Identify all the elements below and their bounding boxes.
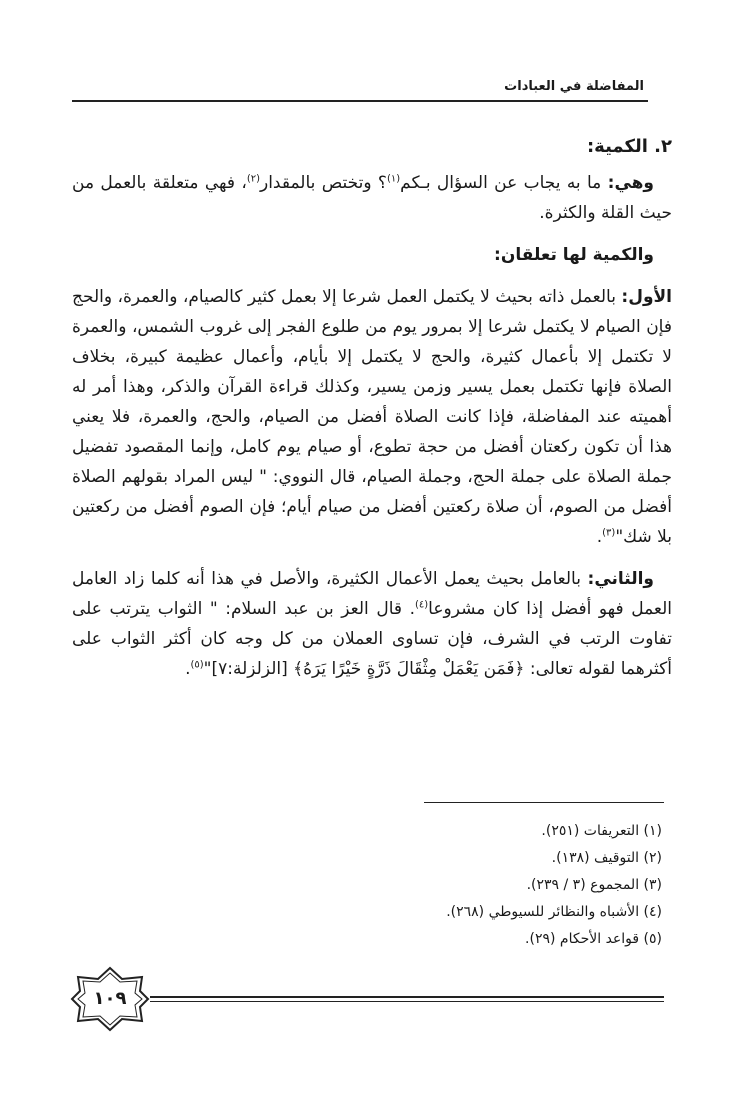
footnotes-list bbox=[200, 818, 662, 953]
intro-text-a: ما به يجاب عن السؤال بـكم bbox=[400, 173, 608, 193]
footnote-ref-2[interactable]: (٢) bbox=[246, 173, 260, 185]
intro-text-c: ، فهي متعلقة بالعمل من حيث القلة والكثرة. bbox=[72, 173, 672, 223]
footnote-ref-1[interactable]: (١) bbox=[386, 173, 401, 185]
intro-text-b: ؟ وتختص بالمقدار bbox=[260, 173, 387, 193]
footnote-separator bbox=[424, 802, 664, 803]
second-relation-paragraph bbox=[72, 564, 672, 684]
footnote-ref-4[interactable]: (٤) bbox=[414, 599, 429, 611]
intro-lead: وهي: bbox=[607, 173, 654, 193]
footnote-ref-3[interactable]: (٣) bbox=[602, 527, 616, 539]
second-text-2: . قال العز بن عبد السلام: " الثواب يترتب على تفاوت الرتب في الشرف، فإن تساوى العملان من كل وجه كان أكثر الثواب على أكثرهما لقوله تعالى: ﴿فَمَن يَعْمَلْ مِثْقَالَ ذَرَّةٍ خَيْرًا يَرَهُ﴾ [الزلزلة:٧]" bbox=[72, 599, 672, 679]
running-header bbox=[72, 76, 648, 102]
bottom-rule bbox=[150, 996, 664, 998]
first-relation-paragraph bbox=[72, 282, 672, 552]
relations-heading: والكمية لها تعلقان: bbox=[494, 245, 654, 265]
footnote-item: (٥) قواعد الأحكام (٢٩). bbox=[525, 931, 662, 947]
page-number: ١٠٩ bbox=[93, 988, 127, 1009]
intro-paragraph bbox=[72, 168, 672, 228]
bottom-rule-thin bbox=[150, 1001, 664, 1002]
first-lead: الأول: bbox=[621, 287, 672, 307]
first-text: بالعمل ذاته بحيث لا يكتمل العمل شرعا إلا بعمل كثير كالصيام، والعمرة، والحج فإن الصيام لا يكتمل شرعا إلا بمرور يوم من طلوع الفجر إلى غروب الشمس، والعمرة لا تكتمل إلا بأعمال كثيرة، والحج لا يكتمل إلا بأيام، وأعمال عظيمة كبيرة، بخلاف الصلاة فإنها تكتمل بعمل يسير وزمن يسير، وكذلك قراءة القرآن والذكر، وهذا أمر له أهميته عند المفاضلة، فإذا كانت الصلاة أفضل من الصيام، والحج، والعمرة، فلا يعني هذا أن تكون ركعتان أفضل من حجة تطوع، أو صيام يوم كامل، وإنما المقصود تفضيل جملة الصلاة على جملة الحج، وجملة الصيام، قال النووي: " ليس المراد بقولهم الصلاة أفضل من الصوم، أن صلاة ركعتين أفضل من صيام أيام؛ فإن الصوم أفضل من ركعتين بلا شك" bbox=[72, 287, 672, 547]
footnote-item: (١) التعريفات (٢٥١). bbox=[541, 823, 662, 839]
footnote-ref-5[interactable]: (٥) bbox=[190, 659, 204, 671]
second-end: . bbox=[185, 659, 191, 679]
footnote-item: (٣) المجموع (٣ / ٢٣٩). bbox=[526, 877, 662, 893]
footnote-item: (٤) الأشباه والنظائر للسيوطي (٢٦٨). bbox=[446, 904, 662, 920]
footnote-item: (٢) التوقيف (١٣٨). bbox=[551, 850, 662, 866]
first-end: . bbox=[596, 527, 603, 547]
running-title: المفاضلة في العبادات bbox=[504, 79, 644, 94]
body-text bbox=[72, 132, 672, 684]
second-lead: والثاني: bbox=[587, 569, 654, 589]
section-heading: ٢. الكمية: bbox=[586, 136, 672, 157]
second-text: بالعامل بحيث يعمل الأعمال الكثيرة، والأصل في هذا أنه كلما زاد العامل العمل فهو أفضل إذا كان مشروعا bbox=[72, 569, 672, 619]
